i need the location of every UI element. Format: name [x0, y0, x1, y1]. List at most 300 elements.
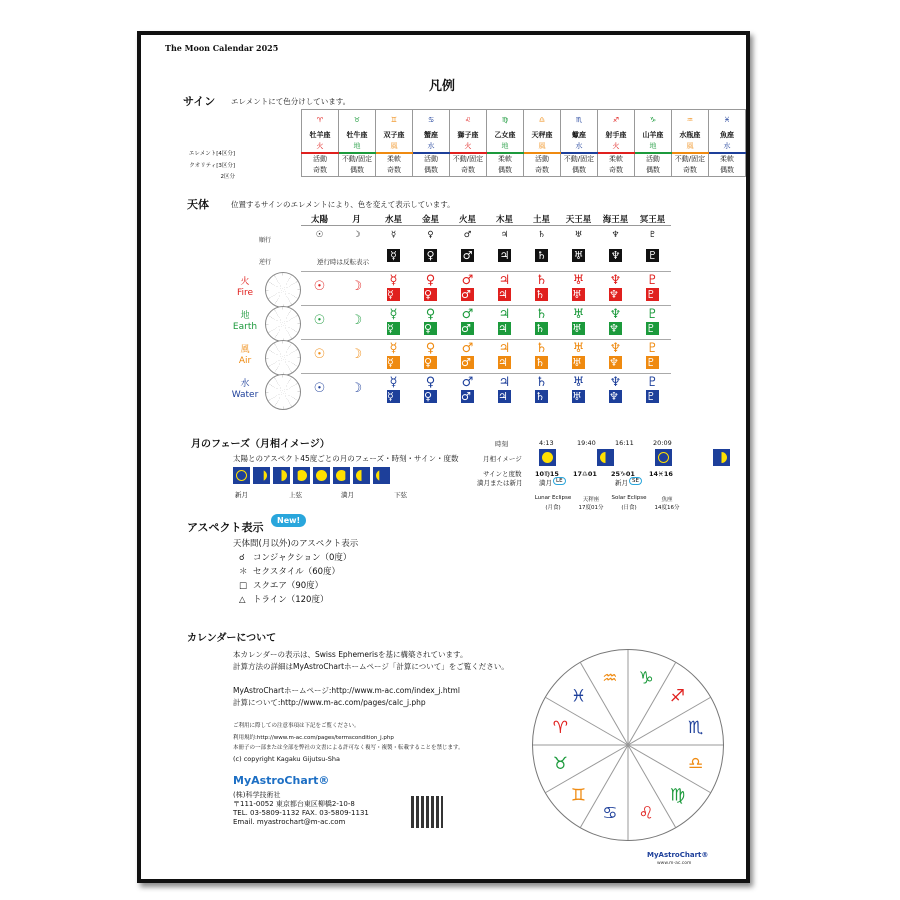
sign-element: 火 [597, 141, 634, 153]
planet-retro-cell [449, 244, 486, 266]
planet-element-icon: ♃ [498, 273, 511, 288]
sign-polarity: 偶数 [708, 165, 745, 177]
moon-disc [600, 452, 611, 463]
moon-disc [236, 470, 247, 481]
direct-label: 順行 [259, 237, 272, 244]
planet-retro-icon: ♃ [499, 248, 510, 262]
sign-glyph-icon: ♓ [708, 110, 745, 131]
planet-element-retro-icon: ♀ [424, 288, 437, 301]
moon-phase-row [233, 467, 393, 486]
planet-glyph-icon: ♀ [412, 226, 449, 245]
moon-example-caption2: (月食) [545, 505, 561, 511]
planet-name: 太陽 [310, 215, 328, 225]
planet-element-retro-icon: ♇ [646, 390, 659, 403]
planet-section-note: 位置するサインのエレメントにより、色を変えて表示しています。 [231, 200, 455, 209]
aspect-list [239, 551, 351, 607]
element-mini-wheel [265, 272, 301, 308]
sign-polarity: 奇数 [671, 165, 708, 177]
planet-element-retro-icon: ♃ [498, 288, 511, 301]
planet-element-retro-icon: ♀ [424, 356, 437, 369]
planet-retro-icon: ♂ [462, 248, 473, 262]
sign-name: 水瓶座 [671, 130, 708, 141]
sign-quality: 不動/固定 [338, 153, 375, 165]
sign-name: 蠍座 [560, 130, 597, 141]
sign-glyph-icon: ♌ [449, 110, 486, 131]
moon-example-icon [655, 449, 672, 466]
moon-disc [376, 470, 387, 481]
moon-phase-icon [293, 467, 310, 484]
wheel-sign-icon: ♌ [638, 803, 654, 824]
wheel-sign-icon: ♉ [552, 754, 569, 775]
sign-section-title: サイン [183, 95, 216, 108]
sign-quality: 柔軟 [708, 153, 745, 165]
planet-element-icon: ☉ [313, 313, 326, 328]
planet-element-retro-icon: ♆ [609, 390, 622, 403]
moon-disc [716, 452, 727, 463]
legend-title: 凡例 [429, 79, 456, 94]
planet-retro-cell [301, 244, 338, 266]
row-divider [301, 339, 671, 340]
planet-element-retro-icon: ♄ [535, 322, 548, 335]
planet-retro-cell [634, 244, 671, 266]
element-label-jp: 風 [240, 345, 250, 355]
moon-phase-icon [233, 467, 250, 484]
sign-name: 射手座 [597, 130, 634, 141]
element-label-jp: 地 [240, 311, 250, 321]
planet-retro-icon: ♇ [647, 248, 658, 262]
phase-label-new: 新月 [235, 491, 248, 499]
aspect-label: コンジャクション（0度） [253, 553, 352, 563]
moon-example-caption: Solar Eclipse [611, 495, 647, 501]
moon-example-sign: 14♓16 [649, 470, 673, 478]
sign-element: 水 [560, 141, 597, 153]
sign-name: 牡羊座 [302, 130, 339, 141]
planet-element-retro-icon: ♂ [461, 288, 474, 301]
sign-quality: 活動 [302, 153, 339, 165]
planet-element-icon: ♀ [425, 341, 436, 356]
sign-element: 風 [376, 141, 413, 153]
sign-table [301, 109, 746, 177]
planet-glyph-icon: ♂ [449, 226, 486, 245]
moon-example-time: 4:13 [539, 439, 554, 447]
planet-element-retro-icon: ♄ [535, 356, 548, 369]
planet-element-icon: ♃ [498, 341, 511, 356]
planet-name: 金星 [421, 215, 439, 225]
planet-element-retro-icon: ♇ [646, 322, 659, 335]
planet-element-icon: ♂ [461, 375, 474, 390]
sign-polarity: 奇数 [597, 165, 634, 177]
wheel-sign-icon: ♊ [570, 785, 587, 806]
sign-polarity: 偶数 [412, 165, 449, 177]
zodiac-wheel [532, 649, 724, 841]
planet-element-icon: ♄ [535, 273, 548, 288]
element-mini-wheel [265, 374, 301, 410]
planet-glyph-icon: ♅ [560, 226, 597, 245]
planet-retro-icon: ♄ [536, 248, 547, 262]
planet-name: 土星 [532, 215, 550, 225]
planet-name: 水星 [384, 215, 402, 225]
sign-polarity: 偶数 [338, 165, 375, 177]
planet-element-icon: ☿ [389, 341, 398, 356]
retro-label: 逆行 [259, 259, 272, 266]
sign-element: 地 [487, 141, 524, 153]
planet-retro-icon: ☿ [387, 249, 400, 262]
wheel-sign-icon: ♓ [570, 686, 587, 707]
planet-element-icon: ☿ [389, 307, 398, 322]
planet-element-retro-icon: ☿ [387, 288, 400, 301]
sign-element: 風 [671, 141, 708, 153]
planet-element-icon: ☿ [389, 375, 398, 390]
element-mini-wheel [265, 306, 301, 342]
moon-disc [296, 470, 307, 481]
key-sign: サインと度数 [483, 470, 522, 478]
sign-element: 火 [302, 141, 339, 153]
publisher-company: (株)科学技術社 [233, 791, 281, 799]
moon-example-caption2: 14度16分 [654, 505, 680, 511]
planet-name: 海王星 [602, 215, 629, 225]
footer-url: www.m-ac.com [657, 861, 692, 866]
qr-code[interactable] [411, 796, 443, 828]
sign-quality: 活動 [412, 153, 449, 165]
moon-disc [256, 470, 267, 481]
planet-glyph-icon: ♄ [523, 226, 560, 245]
phase-label-first-quarter: 上弦 [289, 491, 302, 499]
key-image: 月相イメージ [483, 455, 522, 463]
planet-element-icon: ♇ [646, 307, 659, 322]
moon-section-note: 太陽とのアスペクト45度ごとの月のフェーズ・時刻・サイン・度数 [233, 454, 459, 463]
sign-quality: 不動/固定 [449, 153, 486, 165]
moon-example-caption: Lunar Eclipse [534, 495, 572, 501]
sign-name: 蟹座 [412, 130, 449, 141]
planet-element-retro-icon: ☿ [387, 356, 400, 369]
terms-line1: ご利用に際しての注意事項は下記をご覧ください。 [233, 723, 360, 729]
aspect-label: トライン（120度） [253, 595, 329, 605]
planet-element-retro-icon: ♄ [535, 390, 548, 403]
footer-brand: MyAstroChart® [647, 851, 709, 859]
planet-element-retro-icon: ♇ [646, 356, 659, 369]
document-title: The Moon Calendar 2025 [165, 43, 279, 53]
sign-name: 牡牛座 [338, 130, 375, 141]
aspect-item [239, 565, 351, 579]
element-label-jp: 水 [240, 379, 250, 389]
planet-name: 冥王星 [639, 215, 666, 225]
planet-element-retro-icon: ♅ [572, 288, 585, 301]
moon-phase-icon [313, 467, 330, 484]
planet-element-icon: ♄ [535, 375, 548, 390]
sign-polarity: 奇数 [376, 165, 413, 177]
sign-glyph-icon: ♒ [671, 110, 708, 131]
moon-example-icon [597, 449, 614, 466]
planet-retro-icon: ♀ [424, 249, 437, 262]
planet-element-retro-icon: ♅ [572, 356, 585, 369]
planet-glyph-icon: ♇ [634, 226, 671, 245]
planet-retro-cell [412, 244, 449, 266]
planet-name: 木星 [495, 215, 513, 225]
planet-element-icon: ♇ [646, 375, 659, 390]
planet-retro-cell [486, 244, 523, 266]
moon-example-time: 20:09 [653, 439, 672, 447]
planet-element-icon: ♂ [461, 341, 474, 356]
sign-name: 獅子座 [449, 130, 486, 141]
sign-quality: 不動/固定 [671, 153, 708, 165]
sign-name: 山羊座 [634, 130, 671, 141]
moon-phase-icon [273, 467, 290, 484]
sign-element: 地 [634, 141, 671, 153]
planet-name: 天王星 [565, 215, 592, 225]
sign-section-note: エレメントにて色分けしています。 [231, 97, 351, 106]
sign-quality: 柔軟 [376, 153, 413, 165]
sign-element: 水 [412, 141, 449, 153]
wheel-sign-icon: ♏ [687, 717, 704, 738]
planet-retro-cell [523, 244, 560, 266]
planet-retro-icon: ♆ [610, 248, 621, 262]
aspect-glyph-icon: □ [239, 581, 248, 591]
sign-element: 火 [449, 141, 486, 153]
homepage-link[interactable]: MyAstroChartホームページ:http://www.m-ac.com/index_j.html [233, 686, 460, 695]
calendar-page [137, 31, 750, 883]
sign-quality: 柔軟 [487, 153, 524, 165]
planet-element-icon: ♅ [572, 273, 585, 288]
planet-element-retro-icon: ♅ [572, 390, 585, 403]
about-line1: 本カレンダーの表示は、Swiss Ephemerisを基に構築されています。 [233, 650, 468, 659]
planet-glyph-icon: ☉ [301, 226, 338, 245]
row-label-polarity: 2区分 [220, 174, 235, 180]
copyright: (c) copyright Kagaku Gijutsu-Sha [233, 755, 340, 763]
planet-element-retro-icon: ♃ [498, 390, 511, 403]
moon-example-icon [713, 449, 730, 466]
aspect-glyph-icon: ＊ [239, 567, 248, 577]
wheel-sign-icon: ♎ [687, 754, 704, 775]
planet-element-icon: ♂ [461, 273, 474, 288]
planet-element-icon: ☉ [313, 347, 326, 362]
sign-element: 地 [338, 141, 375, 153]
phase-label-full: 満月 [341, 491, 354, 499]
moon-example-sign: 10♍15 [535, 470, 559, 478]
about-line2: 計算方法の詳細はMyAstroChartホームページ「計算について」をご覧ください。 [233, 662, 509, 671]
element-label [225, 311, 265, 333]
planet-element-icon: ♂ [461, 307, 474, 322]
sign-glyph-icon: ♎ [523, 110, 560, 131]
publisher-tel: TEL. 03-5809-1132 FAX. 03-5809-1131 [233, 809, 369, 817]
new-badge: New! [271, 514, 306, 527]
sign-name: 天秤座 [523, 130, 560, 141]
about-section-title: カレンダーについて [187, 633, 277, 644]
wheel-sign-icon: ♈ [552, 717, 569, 738]
planet-section-title: 天体 [187, 198, 209, 211]
sign-name: 乙女座 [487, 130, 524, 141]
moon-section-title: 月のフェーズ（月相イメージ） [191, 439, 330, 450]
moon-example-time: 19:40 [577, 439, 596, 447]
planet-element-icon: ♆ [609, 341, 622, 356]
moon-example-icon [539, 449, 556, 466]
aspect-note: 天体間(月以外)のアスペクト表示 [233, 539, 359, 549]
sign-name: 双子座 [376, 130, 413, 141]
row-label-quality: クオリティ[3区分] [189, 163, 235, 169]
element-label [225, 277, 265, 299]
wheel-sign-icon: ♋ [602, 803, 618, 824]
aspect-glyph-icon: △ [239, 595, 246, 605]
row-divider [301, 271, 671, 272]
moon-disc [542, 452, 553, 463]
element-label-en: Earth [232, 322, 258, 332]
planet-retro-cell [375, 244, 412, 266]
row-divider [301, 305, 671, 306]
element-label-en: Air [238, 356, 252, 366]
element-label [225, 345, 265, 367]
sign-quality: 不動/固定 [560, 153, 597, 165]
sign-glyph-icon: ♊ [376, 110, 413, 131]
sign-polarity: 奇数 [449, 165, 486, 177]
sign-element: 水 [708, 141, 745, 153]
aspect-section-title: アスペクト表示 [187, 521, 264, 534]
planet-element-icon: ♅ [572, 307, 585, 322]
sign-polarity: 偶数 [634, 165, 671, 177]
planet-table [301, 213, 671, 266]
moon-phase-icon [373, 467, 390, 484]
planet-glyph-icon: ☽ [338, 226, 375, 245]
publisher-email: Email. myastrochart@m-ac.com [233, 818, 346, 826]
terms-line3: 本冊子の一部または全部を弊社の文書による許可なく複写・複製・転載することを禁じます。 [233, 745, 464, 751]
sign-polarity: 奇数 [302, 165, 339, 177]
calc-link[interactable]: 計算について:http://www.m-ac.com/pages/calc_j.php [233, 698, 426, 707]
planet-element-icon: ♀ [425, 273, 436, 288]
moon-example-caption: 天秤座 [582, 497, 600, 503]
planet-element-icon: ♇ [646, 341, 659, 356]
planet-glyph-icon: ♆ [597, 226, 634, 245]
planet-element-icon: ☽ [350, 313, 363, 328]
wheel-sign-icon: ♒ [602, 668, 618, 689]
planet-element-retro-icon: ♇ [646, 288, 659, 301]
planet-element-retro-icon: ♆ [609, 322, 622, 335]
key-time: 時刻 [495, 440, 508, 448]
planet-element-retro-icon: ♂ [461, 356, 474, 369]
key-full: 満月または新月 [477, 479, 523, 487]
planet-element-retro-icon: ♃ [498, 356, 511, 369]
moon-example-caption2: (日食) [621, 505, 637, 511]
element-mini-wheel [265, 340, 301, 376]
moon-example-caption2: 17度01分 [578, 505, 604, 511]
planet-element-retro-icon: ♃ [498, 322, 511, 335]
planet-element-retro-icon: ♂ [461, 390, 474, 403]
element-label-en: Fire [236, 288, 254, 298]
aspect-glyph-icon: ☌ [239, 553, 245, 563]
sign-glyph-icon: ♉ [338, 110, 375, 131]
sign-polarity: 偶数 [560, 165, 597, 177]
planet-element-icon: ♃ [498, 307, 511, 322]
element-label [225, 379, 265, 401]
planet-retro-cell [560, 244, 597, 266]
planet-element-icon: ♅ [572, 341, 585, 356]
planet-retro-cell [597, 244, 634, 266]
planet-element-icon: ♀ [425, 375, 436, 390]
publisher-address: 〒111-0052 東京都台東区柳橋2-10-8 [233, 800, 355, 808]
moon-disc [276, 470, 287, 481]
planet-element-icon: ♆ [609, 273, 622, 288]
sign-glyph-icon: ♐ [597, 110, 634, 131]
planet-element-retro-icon: ☿ [387, 390, 400, 403]
sign-quality: 柔軟 [597, 153, 634, 165]
sign-glyph-icon: ♍ [487, 110, 524, 131]
planet-element-retro-icon: ♆ [609, 288, 622, 301]
phase-label-last-quarter: 下弦 [394, 491, 407, 499]
planet-element-icon: ☽ [350, 347, 363, 362]
aspect-item [239, 551, 351, 565]
planet-element-icon: ♆ [609, 307, 622, 322]
planet-element-icon: ♄ [535, 307, 548, 322]
planet-element-icon: ☉ [313, 279, 326, 294]
sign-polarity: 偶数 [487, 165, 524, 177]
planet-element-retro-icon: ☿ [387, 322, 400, 335]
row-label-element: エレメント[4区分] [188, 151, 235, 157]
planet-element-retro-icon: ♀ [424, 390, 437, 403]
moon-example-sign: 17♎01 [573, 470, 597, 478]
sign-glyph-icon: ♑ [634, 110, 671, 131]
element-label-en: Water [231, 390, 259, 400]
planet-element-retro-icon: ♄ [535, 288, 548, 301]
moon-example-badge: LE [553, 477, 566, 485]
planet-element-icon: ☽ [350, 279, 363, 294]
planet-element-retro-icon: ♅ [572, 322, 585, 335]
wheel-sign-icon: ♐ [669, 686, 686, 707]
row-divider [301, 373, 671, 374]
sign-glyph-icon: ♋ [412, 110, 449, 131]
planet-name: 火星 [458, 215, 476, 225]
moon-disc [356, 470, 367, 481]
planet-element-icon: ♄ [535, 341, 548, 356]
sign-quality: 活動 [634, 153, 671, 165]
sign-glyph-icon: ♏ [560, 110, 597, 131]
planet-element-retro-icon: ♆ [609, 356, 622, 369]
publisher-brand: MyAstroChart® [233, 774, 330, 787]
sign-polarity: 奇数 [523, 165, 560, 177]
planet-element-icon: ♅ [572, 375, 585, 390]
sign-quality: 活動 [523, 153, 560, 165]
aspect-label: スクエア（90度） [253, 581, 324, 591]
planet-name: 月 [352, 215, 361, 225]
moon-example-caption: 魚座 [661, 497, 673, 503]
planet-glyph-icon: ☿ [375, 226, 412, 245]
planet-retro-icon: ♅ [573, 248, 584, 262]
moon-example-time: 16:11 [615, 439, 634, 447]
wheel-sign-icon: ♑ [638, 668, 654, 689]
moon-disc [316, 470, 327, 481]
wheel-sign-icon: ♍ [669, 785, 686, 806]
moon-phase-icon [333, 467, 350, 484]
planet-element-icon: ♃ [498, 375, 511, 390]
element-label-jp: 火 [240, 277, 250, 287]
planet-element-retro-icon: ♀ [424, 322, 437, 335]
terms-line2[interactable]: 利用規約:http://www.m-ac.com/pages/termscondition_j.php [233, 735, 394, 741]
planet-element-retro-icon: ♂ [461, 322, 474, 335]
aspect-item [239, 579, 351, 593]
sign-glyph-icon: ♈ [302, 110, 339, 131]
moon-example-badge: SE [629, 477, 642, 485]
aspect-item [239, 593, 351, 607]
moon-disc [658, 452, 669, 463]
planet-element-icon: ☿ [389, 273, 398, 288]
moon-disc [336, 470, 347, 481]
planet-element-icon: ☉ [313, 381, 326, 396]
moon-example-label: 満月 [539, 479, 552, 487]
planet-element-icon: ☽ [350, 381, 363, 396]
sign-element: 風 [523, 141, 560, 153]
moon-phase-icon [353, 467, 370, 484]
planet-retro-cell [338, 244, 375, 266]
sign-name: 魚座 [708, 130, 745, 141]
retro-note: 逆行時は反転表示 [317, 258, 369, 266]
planet-element-icon: ♀ [425, 307, 436, 322]
moon-example-label: 新月 [615, 479, 628, 487]
